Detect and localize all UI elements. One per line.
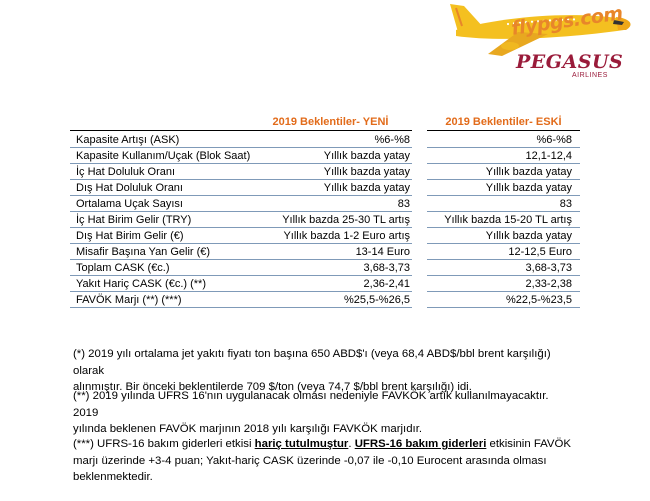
row-new-value: Yıllık bazda yatay — [323, 182, 410, 194]
footnote-text: . — [348, 438, 355, 450]
table-row — [70, 277, 580, 291]
row-divider — [427, 195, 580, 196]
row-new-value: Yıllık bazda yatay — [323, 150, 410, 162]
row-divider — [70, 291, 412, 292]
row-divider — [70, 211, 412, 212]
row-divider — [70, 179, 412, 180]
row-old-value: 2,33-2,38 — [525, 278, 572, 290]
row-divider — [70, 259, 412, 260]
footnote-emphasis: UFRS-16 bakım giderleri — [354, 438, 487, 450]
row-new-value: Yıllık bazda 1-2 Euro artış — [283, 230, 410, 242]
row-divider — [427, 291, 580, 292]
footnote-line — [73, 436, 573, 453]
logo-brand: PEGASUS — [516, 51, 624, 73]
header-divider-left — [70, 130, 412, 131]
row-old-value: Yıllık bazda yatay — [485, 182, 572, 194]
row-divider — [427, 307, 580, 308]
row-label: Misafir Başına Yan Gelir (€) — [76, 246, 211, 258]
row-label: Kapasite Kullanım/Uçak (Blok Saat) — [76, 150, 251, 162]
row-divider — [427, 211, 580, 212]
row-old-value: 3,68-3,73 — [525, 262, 572, 274]
row-new-value: %6-%8 — [374, 134, 410, 146]
table-row — [70, 213, 580, 227]
row-label: İç Hat Doluluk Oranı — [76, 166, 176, 178]
row-label: Kapasite Artışı (ASK) — [76, 134, 180, 146]
row-new-value: 83 — [397, 198, 410, 210]
footnote-line: alınmıştır. Bir önceki beklentilerde 709 $/ton (veya 74,7 $/bbl brent karşılığı) idi. — [73, 381, 472, 393]
table-row — [70, 229, 580, 243]
row-old-value: %22,5-%23,5 — [505, 294, 572, 306]
table-row — [70, 165, 580, 179]
row-new-value: 2,36-2,41 — [363, 278, 410, 290]
row-new-value: Yıllık bazda yatay — [323, 166, 410, 178]
logo-url-text: flypgs.com — [510, 2, 624, 40]
header-divider-right — [427, 130, 580, 131]
header-new: 2019 Beklentiler- YENİ — [272, 116, 389, 128]
row-label: Dış Hat Birim Gelir (€) — [76, 230, 184, 242]
row-divider — [427, 147, 580, 148]
row-divider — [427, 259, 580, 260]
row-old-value: 83 — [559, 198, 572, 210]
header-old: 2019 Beklentiler- ESKİ — [445, 116, 562, 128]
table-row — [70, 133, 580, 147]
footnote-text: etkisinin FAVÖK — [486, 438, 571, 450]
footnote-line: marjı üzerinde +3-4 puan; Yakıt-hariç CASK üzerinde -0,07 ile -0,10 Eurocent arasında olması — [73, 454, 547, 467]
row-label: Ortalama Uçak Sayısı — [76, 198, 183, 210]
pegasus-logo — [448, 2, 648, 84]
table-row — [70, 293, 580, 307]
row-label: FAVÖK Marjı (**) (***) — [76, 294, 182, 306]
row-label: Dış Hat Doluluk Oranı — [76, 182, 183, 194]
row-new-value: Yıllık bazda 25-30 TL artış — [282, 214, 410, 226]
row-divider — [70, 147, 412, 148]
footnote-line: (**) 2019 yılında UFRS 16'nın uygulanacak olması nedeniyle FAVKÖK artık kullanılmayacaktır. 2019 — [73, 390, 549, 419]
table-row — [70, 245, 580, 259]
footnote-emphasis: hariç tutulmuştur — [254, 438, 349, 450]
row-divider — [70, 163, 412, 164]
row-divider — [427, 227, 580, 228]
footnote-maintenance — [73, 436, 573, 486]
row-new-value: 13-14 Euro — [355, 246, 410, 258]
row-label: Toplam CASK (€c.) — [76, 262, 170, 274]
row-divider — [427, 243, 580, 244]
table-row — [70, 181, 580, 195]
footnote-line: (*) 2019 yılı ortalama jet yakıtı fiyatı ton başına 650 ABD$'ı (veya 68,4 ABD$/bbl brent karşılığı) olarak — [73, 348, 551, 377]
row-old-value: Yıllık bazda yatay — [485, 230, 572, 242]
row-old-value: Yıllık bazda yatay — [485, 166, 572, 178]
footnote-text: (***) UFRS-16 bakım giderleri etkisi — [73, 438, 255, 450]
footnote-line: yılında beklenen FAVÖK marjının 2018 yılı karşılığı FAVKÖK marjıdır. — [73, 423, 423, 435]
row-divider — [427, 163, 580, 164]
row-divider — [70, 307, 412, 308]
row-new-value: %25,5-%26,5 — [343, 294, 410, 306]
row-old-value: Yıllık bazda 15-20 TL artış — [444, 214, 572, 226]
row-old-value: %6-%8 — [536, 134, 572, 146]
table-row — [70, 149, 580, 163]
footnote-ifrs16 — [73, 388, 573, 438]
row-divider — [70, 227, 412, 228]
row-divider — [70, 275, 412, 276]
row-old-value: 12,1-12,4 — [525, 150, 572, 162]
table-row — [70, 261, 580, 275]
row-divider — [70, 195, 412, 196]
table-row — [70, 197, 580, 211]
row-old-value: 12-12,5 Euro — [508, 246, 572, 258]
row-label: Yakıt Hariç CASK (€c.) (**) — [76, 278, 206, 290]
row-divider — [427, 179, 580, 180]
footnote-line: beklenmektedir. — [73, 471, 153, 483]
row-divider — [70, 243, 412, 244]
row-new-value: 3,68-3,73 — [363, 262, 410, 274]
logo-sub: AIRLINES — [572, 72, 608, 79]
row-label: İç Hat Birim Gelir (TRY) — [76, 214, 192, 226]
row-divider — [427, 275, 580, 276]
